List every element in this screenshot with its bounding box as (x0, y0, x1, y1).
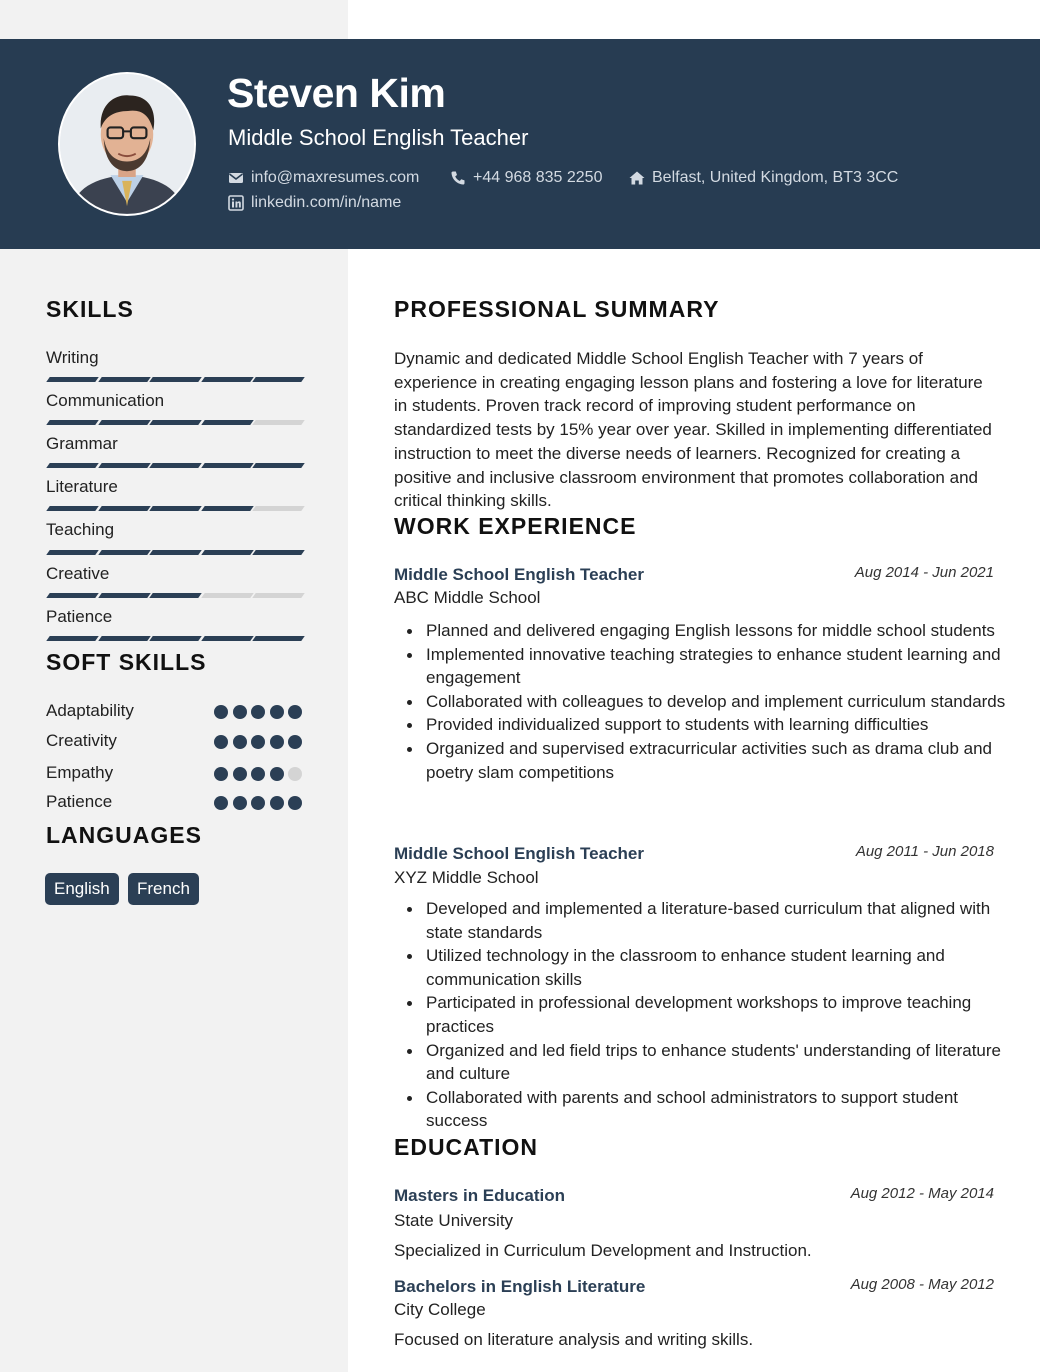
soft-skill-label: Creativity (46, 731, 117, 750)
list-item: Participated in professional development workshops to improve teaching practices (426, 991, 1006, 1038)
education-degree: Masters in Education (394, 1186, 565, 1205)
soft-skill-dot (251, 705, 265, 719)
person-photo-icon (60, 74, 194, 214)
soft-skill-dot (288, 796, 302, 810)
education-description: Specialized in Curriculum Development and Instruction. (394, 1241, 812, 1260)
skill-level-segment (46, 420, 99, 425)
soft-skill-dot (251, 767, 265, 781)
skill-level-segment (149, 420, 202, 425)
skill-level-segment (252, 636, 305, 641)
education-dates: Aug 2008 - May 2012 (850, 1276, 994, 1293)
skill-level-segment (149, 593, 202, 598)
job-organization: XYZ Middle School (394, 868, 539, 887)
phone-icon (450, 170, 466, 186)
education-school: City College (394, 1300, 486, 1319)
skill-bar (46, 593, 302, 598)
skill-level-segment (46, 593, 99, 598)
email-text: info@maxresumes.com (251, 169, 420, 186)
summary-heading: PROFESSIONAL SUMMARY (394, 296, 720, 322)
soft-skill-dot (233, 767, 247, 781)
skill-label: Literature (46, 477, 118, 496)
skill-level-segment (252, 463, 305, 468)
skill-level-segment (252, 506, 305, 511)
linkedin-icon (228, 195, 244, 211)
soft-skill-dot (214, 796, 228, 810)
job-dates: Aug 2014 - Jun 2021 (854, 564, 994, 581)
skill-level-segment (201, 463, 254, 468)
skill-bar (46, 506, 302, 511)
job-organization: ABC Middle School (394, 588, 541, 607)
education-heading: EDUCATION (394, 1134, 539, 1160)
skill-level-segment (98, 463, 151, 468)
list-item: Utilized technology in the classroom to enhance student learning and communication skills (426, 944, 1006, 991)
list-item: Collaborated with parents and school administrators to support student success (426, 1086, 1006, 1133)
soft-skill-dot (251, 735, 265, 749)
skill-level-segment (201, 550, 254, 555)
skill-level-segment (252, 377, 305, 382)
list-item: Planned and delivered engaging English lessons for middle school students (426, 619, 1006, 643)
list-item: Provided individualized support to students with learning difficulties (426, 713, 1006, 737)
skill-level-segment (46, 636, 99, 641)
skill-level-segment (149, 377, 202, 382)
summary-text: Dynamic and dedicated Middle School English Teacher with 7 years of experience in creating engaging lesson plans and fostering a love for literature in students. Proven track record of improving student performance on standardized tests by 15% year over year. Skilled in implementing differentiated instruction to meet the diverse needs of learners. Recognized for creating a positive and inclusive classroom environment that promotes collaboration and critical thinking skills. (394, 349, 992, 511)
skill-level-segment (46, 550, 99, 555)
skill-label: Patience (46, 607, 113, 626)
job-dates: Aug 2011 - Jun 2018 (855, 843, 994, 860)
skill-level-segment (149, 636, 202, 641)
list-item: Developed and implemented a literature-based curriculum that aligned with state standards (426, 897, 1006, 944)
soft-skill-dot (270, 796, 284, 810)
skill-label: Communication (46, 391, 165, 410)
skill-level-segment (98, 377, 151, 382)
job-title: Middle School English Teacher (394, 565, 645, 584)
soft-skill-dot (288, 767, 302, 781)
home-icon (629, 170, 645, 186)
skill-level-segment (201, 506, 254, 511)
skill-level-segment (98, 550, 151, 555)
list-item: Organized and supervised extracurricular activities such as drama club and poetry slam competitions (426, 737, 1006, 784)
soft-skill-dot (288, 735, 302, 749)
language-tag-french: French (128, 873, 199, 905)
education-school: State University (394, 1211, 514, 1230)
soft-skill-dot (214, 735, 228, 749)
skill-level-segment (149, 550, 202, 555)
soft-skill-dot (214, 705, 228, 719)
soft-skill-dot (270, 705, 284, 719)
skills-heading: SKILLS (46, 296, 134, 322)
skill-label: Writing (46, 348, 99, 367)
skill-bar (46, 463, 302, 468)
soft-skill-label: Patience (46, 792, 113, 811)
skill-level-segment (149, 463, 202, 468)
soft-skill-dot (251, 796, 265, 810)
education-degree: Bachelors in English Literature (394, 1277, 646, 1296)
soft-skill-dot (270, 767, 284, 781)
soft-skill-dot (288, 705, 302, 719)
job-title: Middle School English Teacher (394, 844, 645, 863)
contact-address (629, 168, 914, 188)
skill-level-segment (46, 377, 99, 382)
linkedin-text: linkedin.com/in/name (251, 194, 402, 211)
skill-label: Creative (46, 564, 110, 583)
soft-skill-dot (214, 767, 228, 781)
soft-skill-dot (233, 705, 247, 719)
list-item: Organized and led field trips to enhance students' understanding of literature and culture (426, 1039, 1006, 1086)
job-bullet-list (426, 619, 1006, 784)
candidate-name: Steven Kim (227, 70, 446, 116)
soft-skill-label: Adaptability (46, 701, 134, 720)
soft-skill-dot (270, 735, 284, 749)
candidate-role: Middle School English Teacher (228, 125, 529, 150)
experience-heading: WORK EXPERIENCE (394, 513, 637, 539)
skill-label: Grammar (46, 434, 118, 453)
address-text: Belfast, United Kingdom, BT3 3CC (652, 169, 899, 186)
skill-label: Teaching (46, 520, 115, 539)
languages-heading: LANGUAGES (46, 822, 202, 848)
education-dates: Aug 2012 - May 2014 (850, 1185, 994, 1202)
envelope-icon (228, 170, 244, 186)
skill-level-segment (98, 593, 151, 598)
language-tag-english: English (45, 873, 119, 905)
skill-level-segment (252, 593, 305, 598)
soft-skill-dot (233, 735, 247, 749)
soft-skills-heading: SOFT SKILLS (46, 649, 207, 675)
skill-level-segment (46, 463, 99, 468)
skill-level-segment (149, 506, 202, 511)
skill-bar (46, 550, 302, 555)
skill-level-segment (252, 420, 305, 425)
skill-level-segment (98, 420, 151, 425)
list-item: Collaborated with colleagues to develop and implement curriculum standards (426, 690, 1006, 714)
skill-level-segment (201, 593, 254, 598)
list-item: Implemented innovative teaching strategies to enhance student learning and engagement (426, 643, 1006, 690)
soft-skill-label: Empathy (46, 763, 114, 782)
skill-bar (46, 420, 302, 425)
skill-level-segment (201, 420, 254, 425)
education-description: Focused on literature analysis and writing skills. (394, 1330, 754, 1349)
contact-phone[interactable] (450, 168, 615, 188)
skill-bar (46, 377, 302, 382)
contact-linkedin[interactable] (228, 193, 428, 213)
phone-text: +44 968 835 2250 (473, 169, 603, 186)
skill-level-segment (98, 636, 151, 641)
skill-level-segment (201, 636, 254, 641)
skill-level-segment (201, 377, 254, 382)
contact-email[interactable] (228, 168, 433, 188)
soft-skill-dot (233, 796, 247, 810)
skill-level-segment (46, 506, 99, 511)
skill-level-segment (252, 550, 305, 555)
job-bullet-list (426, 897, 1006, 1133)
skill-bar (46, 636, 302, 641)
profile-photo (58, 72, 196, 216)
skill-level-segment (98, 506, 151, 511)
